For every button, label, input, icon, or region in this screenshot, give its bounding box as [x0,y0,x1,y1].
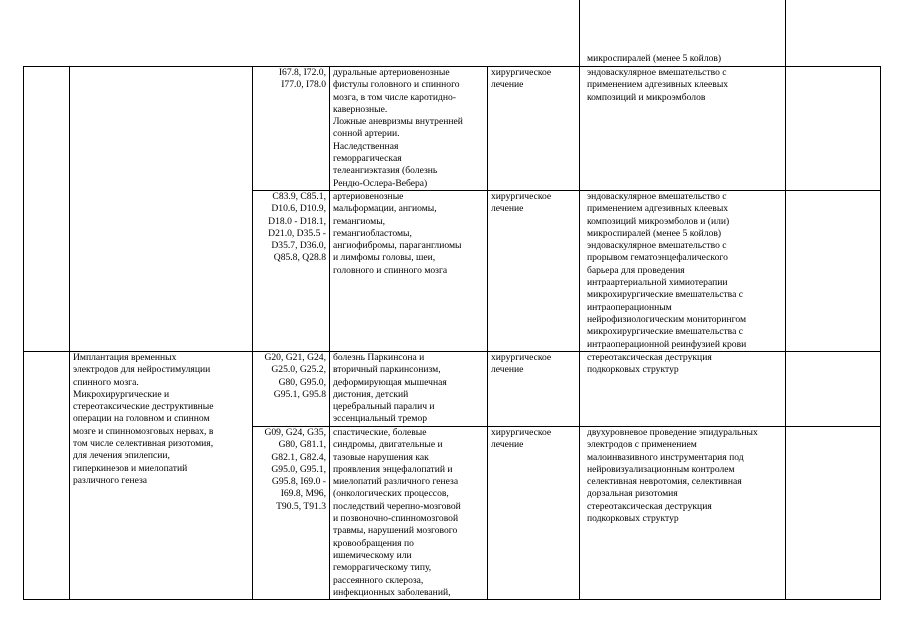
row4-icd-codes: G09, G24, G35, G80, G81.1, G82.1, G82.4, G95.0, G95.1, G95.8, I69.0 - I69.8, M96, T90.5, T91.3 [264,427,326,512]
column-divider [579,0,580,600]
row4-treatment-method: двухуровневое проведение эпидуральных электродов с применением малоинвазивного инструментария под нейровизуализационным контролем селективная невротомия, селективная дорзальная ризотомия стереотаксическая деструкция подкорковых структур [587,427,758,525]
column-divider [487,66,488,600]
row1-patient-model: дуральные артериовенозные фистулы головного и спинного мозга, в том числе каротидно- кавернозные. Ложные аневризмы внутренней сонной артерии. Наследственная геморрагическая телеангиэктазия (болезнь Рендю-Ослера-Вебера) [333,67,463,189]
row3-care-name: Имплантация временных электродов для нейростимуляции спинного мозга. Микрохирургические и стереотаксические деструктивные операции на головном и спинном мозге и спинномозговых нервах, в том числе селективная ризотомия, для лечения эпилепсии, гиперкинезов и миелопатий различного генеза [73,352,214,486]
column-divider [880,66,881,600]
column-divider [252,66,253,600]
column-divider [329,66,330,600]
row2-treatment-method: эндоваскулярное вмешательство с применением адгезивных клеевых композиций микроэмболов и (или) микроспиралей (менее 5 койлов) эндоваскулярное вмешательство с прорывом гематоэнцефалического барьера для проведения интраартериальной химиотерапии микрохирургические вмешательства с интраоперационным нейрофизиологическим мониторингом микрохирургические вмешательства с интраоперационной реинфузией крови [587,191,747,350]
row1-treatment-method: эндоваскулярное вмешательство с применением адгезивных клеевых композиций и микроэмболов [587,67,729,103]
row1-treatment-type: хирургическое лечение [491,67,552,91]
row3-patient-model: болезнь Паркинсона и вторичный паркинсонизм, деформирующая мышечная дистония, детский церебральный паралич и эссенциальный тремор [333,352,447,425]
row4-treatment-type: хирургическое лечение [491,427,552,451]
row3-treatment-method: стереотаксическая деструкция подкорковых структур [587,352,712,376]
row4-patient-model: спастические, болевые синдромы, двигательные и тазовые нарушения как проявления энцефалопатий и миелопатий различного генеза (онкологических процессов, последствий черепно-мозговой и позвоночно-спинномозговой травмы, нарушений мозгового кровообращения по ишемическому или геморрагическому типу, рассеянного склероза, инфекционных заболеваний, [333,427,461,598]
row2-treatment-type: хирургическое лечение [491,191,552,215]
column-divider [23,66,24,600]
row3-treatment-type: хирургическое лечение [491,352,552,376]
row2-patient-model: артериовенозные мальформации, ангиомы, гемангиомы, гемангиобластомы, ангиофибромы, параганглиомы и лимфомы головы, шеи, головного и спинного мозга [333,191,462,276]
column-divider [69,66,70,600]
row3-icd-codes: G20, G21, G24, G25.0, G25.2, G80, G95.0, G95.1, G95.8 [264,352,326,400]
row2-icd-codes: C83.9, C85.1, D10.6, D10.9, D18.0 - D18.1, D21.0, D35.5 - D35.7, D36.0, Q85.8, Q28.8 [268,191,326,264]
row1-icd-codes: I67.8, I72.0, I77.0, I78.0 [278,67,326,91]
carryover-method-text: микроспиралей (менее 5 койлов) [587,53,722,64]
column-divider [785,0,786,600]
